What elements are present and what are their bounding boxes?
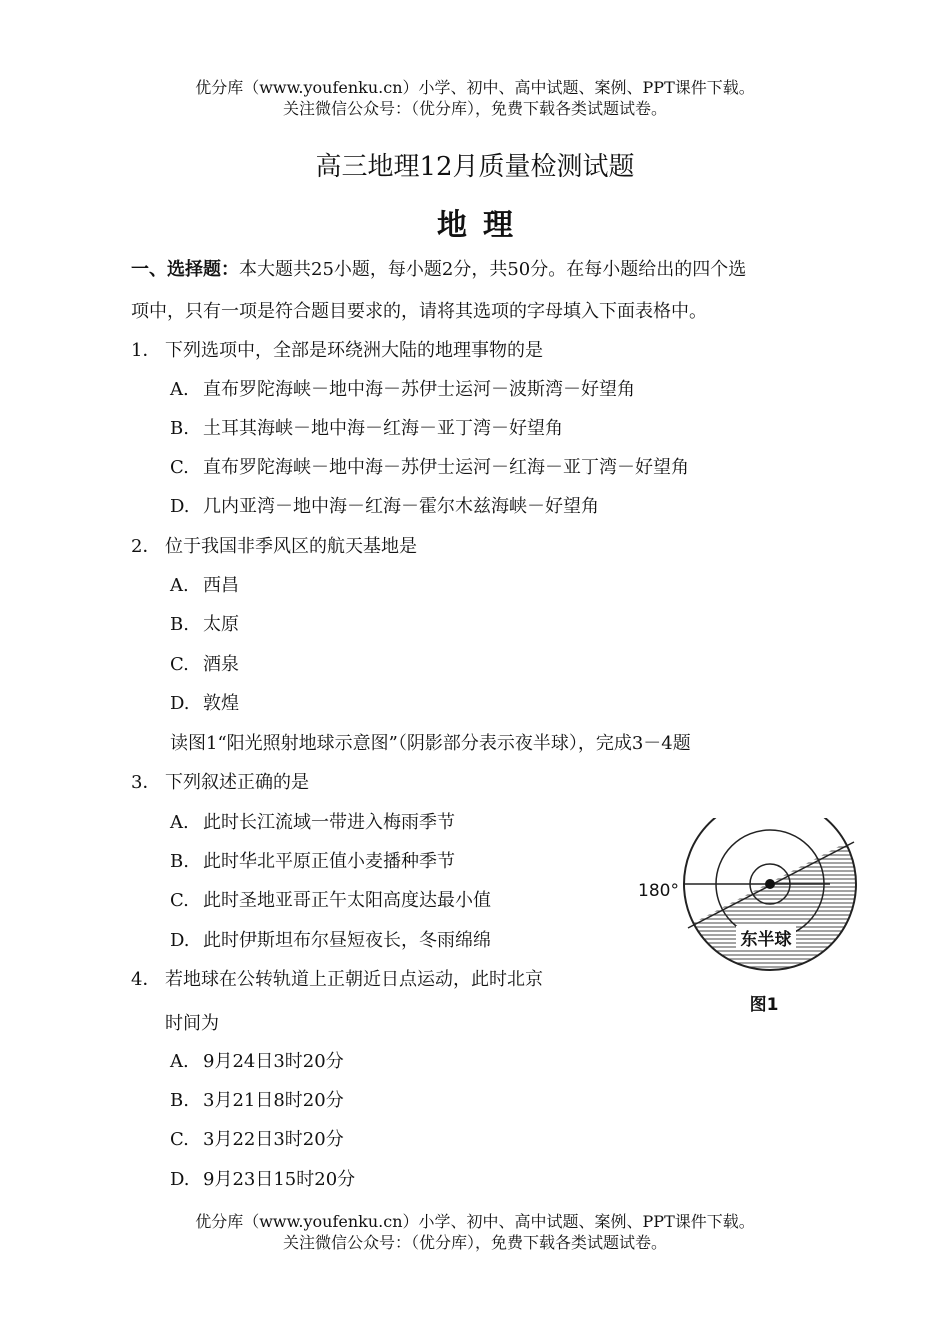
footer-line-1: 优分库（www.youfenku.cn）小学、初中、高中试题、案例、PPT课件下载。 (195, 1212, 755, 1231)
option-1c[interactable] (170, 457, 689, 479)
option-2a[interactable] (170, 575, 239, 597)
option-1b[interactable] (170, 418, 563, 440)
option-4a[interactable] (170, 1051, 344, 1073)
option-2d[interactable] (170, 693, 239, 715)
option-letter: A. (170, 379, 189, 400)
option-4c[interactable] (170, 1129, 344, 1151)
option-3d[interactable] (170, 930, 491, 952)
option-letter: B. (170, 851, 189, 872)
option-text: 9月23日15时20分 (203, 1169, 356, 1190)
question-stem: 若地球在公转轨道上正朝近日点运动，此时北京 (165, 969, 543, 990)
option-text: 土耳其海峡－地中海－红海－亚丁湾－好望角 (203, 418, 563, 439)
option-text: 直布罗陀海峡－地中海－苏伊士运河－波斯湾－好望角 (203, 379, 635, 400)
question-4-stem-continued: 时间为 (165, 1013, 219, 1034)
option-letter: C. (170, 1129, 189, 1150)
reading-note: 读图1“阳光照射地球示意图”（阴影部分表示夜半球），完成3－4题 (170, 733, 691, 754)
option-letter: D. (170, 1169, 190, 1190)
option-letter: D. (170, 496, 190, 517)
option-letter: D. (170, 930, 190, 951)
option-letter: D. (170, 693, 190, 714)
option-letter: C. (170, 654, 189, 675)
option-text: 9月24日3时20分 (203, 1051, 344, 1072)
option-letter: A. (170, 812, 189, 833)
option-text: 西昌 (203, 575, 239, 596)
option-text: 此时圣地亚哥正午太阳高度达最小值 (203, 890, 491, 911)
question-number: 2． (131, 536, 161, 557)
option-text: 直布罗陀海峡－地中海－苏伊士运河－红海－亚丁湾－好望角 (203, 457, 689, 478)
question-2 (131, 536, 417, 558)
option-1a[interactable] (170, 379, 635, 401)
option-text: 此时伊斯坦布尔昼短夜长，冬雨绵绵 (203, 930, 491, 951)
question-number: 4． (131, 969, 161, 990)
question-stem: 下列选项中，全部是环绕洲大陆的地理事物的是 (165, 340, 543, 361)
option-letter: A. (170, 1051, 189, 1072)
section-instruction-2: 项中，只有一项是符合题目要求的，请将其选项的字母填入下面表格中。 (131, 301, 707, 322)
question-3 (131, 772, 309, 794)
option-letter: A. (170, 575, 189, 596)
north-pole (765, 879, 775, 889)
section-label: 一、选择题： (131, 259, 239, 280)
option-2b[interactable] (170, 614, 239, 636)
option-letter: C. (170, 890, 189, 911)
option-text: 此时长江流域一带进入梅雨季节 (203, 812, 455, 833)
question-1 (131, 340, 543, 362)
question-4 (131, 969, 543, 991)
section-text-1: 本大题共25小题，每小题2分，共50分。在每小题给出的四个选 (239, 259, 747, 280)
option-3c[interactable] (170, 890, 491, 912)
option-3b[interactable] (170, 851, 455, 873)
header-line-1: 优分库（www.youfenku.cn）小学、初中、高中试题、案例、PPT课件下载。 (195, 78, 755, 97)
question-stem: 位于我国非季风区的航天基地是 (165, 536, 417, 557)
option-4d[interactable] (170, 1169, 355, 1191)
option-letter: B. (170, 1090, 189, 1111)
footer-line-2: 关注微信公众号：（优分库），免费下载各类试题试卷。 (282, 1233, 667, 1252)
section-instruction-1 (131, 259, 746, 281)
figure-1-earth-illumination (630, 818, 870, 1028)
option-letter: B. (170, 614, 189, 635)
option-4b[interactable] (170, 1090, 344, 1112)
page-title: 高三地理12月质量检测试题 (315, 152, 635, 182)
option-text: 敦煌 (203, 693, 239, 714)
option-text: 酒泉 (203, 654, 239, 675)
page-subtitle: 地理 (437, 208, 529, 243)
hemisphere-label: 东半球 (740, 930, 792, 950)
question-number: 3． (131, 772, 161, 793)
question-stem: 下列叙述正确的是 (165, 772, 309, 793)
option-3a[interactable] (170, 812, 455, 834)
option-text: 几内亚湾－地中海－红海－霍尔木兹海峡－好望角 (203, 496, 599, 517)
option-text: 3月22日3时20分 (203, 1129, 344, 1150)
option-letter: B. (170, 418, 189, 439)
option-letter: C. (170, 457, 189, 478)
option-text: 3月21日8时20分 (203, 1090, 344, 1111)
option-text: 此时华北平原正值小麦播种季节 (203, 851, 455, 872)
option-2c[interactable] (170, 654, 239, 676)
question-number: 1． (131, 340, 161, 361)
option-1d[interactable] (170, 496, 599, 518)
figure-caption: 图1 (749, 995, 779, 1015)
longitude-label: 180° (638, 881, 679, 901)
header-line-2: 关注微信公众号：（优分库），免费下载各类试题试卷。 (282, 99, 667, 118)
option-text: 太原 (203, 614, 239, 635)
